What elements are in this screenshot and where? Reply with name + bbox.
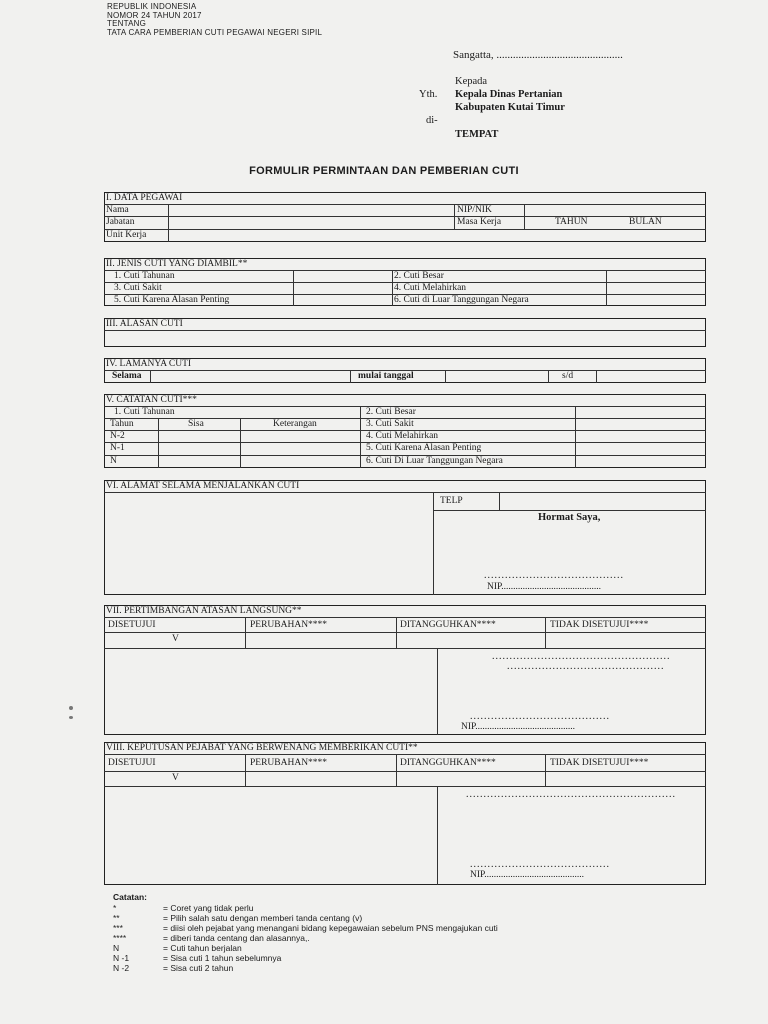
decision-option-disetujui: DISETUJUI (108, 758, 156, 768)
year-row-label: N (110, 456, 117, 466)
sd-label: s/d (562, 371, 574, 381)
leave-record-type: 4. Cuti Melahirkan (366, 431, 439, 441)
section-alasan-cuti (104, 318, 706, 347)
decision-option-ditangguhkan: DITANGGUHKAN**** (400, 620, 496, 630)
section-title: II. JENIS CUTI YANG DIAMBIL** (106, 259, 248, 269)
telp-label: TELP (440, 496, 463, 506)
year-row-label: N-1 (110, 443, 125, 453)
note-key: *** (113, 923, 123, 933)
decision-option-perubahan: PERUBAHAN**** (250, 620, 328, 630)
column-header: Keterangan (273, 419, 317, 429)
jabatan-label: Jabatan (106, 217, 135, 227)
note-text: = Sisa cuti 2 tahun (163, 963, 234, 973)
decision-option-perubahan: PERUBAHAN**** (250, 758, 328, 768)
dotted-line: ............................................. (507, 661, 665, 672)
decision-option-tidak-disetujui: TIDAK DISETUJUI**** (550, 620, 649, 630)
decision-option-ditangguhkan: DITANGGUHKAN**** (400, 758, 496, 768)
signature-line: ........................................ (484, 570, 624, 581)
nip-signature: NIP.......................................... (461, 722, 576, 732)
section-title: III. ALASAN CUTI (106, 319, 183, 329)
leave-type-option: 5. Cuti Karena Alasan Penting (114, 295, 230, 305)
signature-line: ........................................ (470, 859, 610, 870)
nip-label: NIP/NIK (457, 205, 492, 215)
decision-option-disetujui: DISETUJUI (108, 620, 156, 630)
unit-kerja-label: Unit Kerja (106, 230, 147, 240)
section-title: I. DATA PEGAWAI (106, 193, 183, 203)
note-key: **** (113, 933, 127, 943)
masa-kerja-label: Masa Kerja (457, 217, 502, 227)
column-header: Sisa (188, 419, 204, 429)
regulation-header (107, 3, 322, 37)
note-key: N -2 (113, 963, 130, 973)
check-mark: V (172, 634, 179, 644)
punch-hole-mark (69, 716, 73, 719)
leave-type-option: 2. Cuti Besar (394, 271, 444, 281)
hormat-saya-label: Hormat Saya, (538, 512, 601, 523)
selama-label: Selama (112, 371, 142, 381)
dotted-line: ............................................................ (466, 789, 676, 800)
leave-type-option: 3. Cuti Sakit (114, 283, 162, 293)
addressee-line: Kepala Dinas Pertanian (455, 89, 563, 100)
punch-hole-mark (69, 706, 73, 710)
note-text: = Cuti tahun berjalan (163, 943, 242, 953)
header-line: TENTANG (107, 19, 147, 28)
section-title: VII. PERTIMBANGAN ATASAN LANGSUNG** (106, 606, 302, 616)
section-title: VI. ALAMAT SELAMA MENJALANKAN CUTI (106, 481, 300, 491)
column-header: Tahun (110, 419, 134, 429)
header-line: TATA CARA PEMBERIAN CUTI PEGAWAI NEGERI SIPIL (107, 27, 323, 37)
yth-label: Yth. (419, 89, 438, 100)
di-label: di- (426, 115, 438, 126)
note-text: = Pilih salah satu dengan memberi tanda centang (v) (163, 913, 363, 923)
section-title: IV. LAMANYA CUTI (106, 359, 192, 369)
note-key: * (113, 903, 117, 913)
note-key: ** (113, 913, 120, 923)
tahun-label: TAHUN (555, 217, 588, 227)
decision-option-tidak-disetujui: TIDAK DISETUJUI**** (550, 758, 649, 768)
leave-type-option: 4. Cuti Melahirkan (394, 283, 467, 293)
section-title: V. CATATAN CUTI*** (106, 395, 197, 405)
leave-type-option: 1. Cuti Tahunan (114, 271, 175, 281)
note-text: = Coret yang tidak perlu (163, 903, 254, 913)
bulan-label: BULAN (629, 217, 662, 227)
leave-type-option: 6. Cuti di Luar Tanggungan Negara (394, 295, 529, 305)
kepada-label: Kepada (455, 76, 488, 87)
mulai-tanggal-label: mulai tanggal (358, 371, 414, 381)
nip-signature: NIP.......................................... (487, 582, 602, 592)
form-title: FORMULIR PERMINTAAN DAN PEMBERIAN CUTI (249, 165, 519, 177)
nip-signature: NIP.......................................... (470, 870, 585, 880)
year-row-label: N-2 (110, 431, 125, 441)
note-text: = Sisa cuti 1 tahun sebelumnya (163, 953, 282, 963)
note-key: N (113, 943, 120, 953)
section-title: VIII. KEPUTUSAN PEJABAT YANG BERWENANG MEMBERIKAN CUTI** (106, 743, 418, 753)
leave-record-type: 3. Cuti Sakit (366, 419, 414, 429)
header-line: REPUBLIK INDONESIA (107, 2, 197, 11)
note-text: = diisi oleh pejabat yang menangani bidang kepegawaian sebelum PNS mengajukan cuti (163, 923, 498, 933)
tempat-label: TEMPAT (455, 129, 499, 140)
dotted-line: ................................................... (492, 651, 671, 662)
leave-record-type: 2. Cuti Besar (366, 407, 416, 417)
section-data-pegawai (104, 192, 706, 242)
addressee-line: Kabupaten Kutai Timur (455, 102, 565, 113)
nama-label: Nama (106, 205, 129, 215)
notes-title: Catatan: (113, 892, 148, 902)
note-key: N -1 (113, 953, 130, 963)
leave-record-type: 6. Cuti Di Luar Tanggungan Negara (366, 456, 503, 466)
leave-record-type: 5. Cuti Karena Alasan Penting (366, 443, 482, 453)
check-mark: V (172, 773, 179, 783)
note-text: = diberi tanda centang dan alasannya,. (163, 933, 310, 943)
signature-line: ........................................ (470, 711, 610, 722)
header-line: NOMOR 24 TAHUN 2017 (107, 10, 202, 20)
cuti-tahunan-label: 1. Cuti Tahunan (114, 407, 175, 417)
place-date: Sangatta, .............................................. (453, 49, 623, 61)
